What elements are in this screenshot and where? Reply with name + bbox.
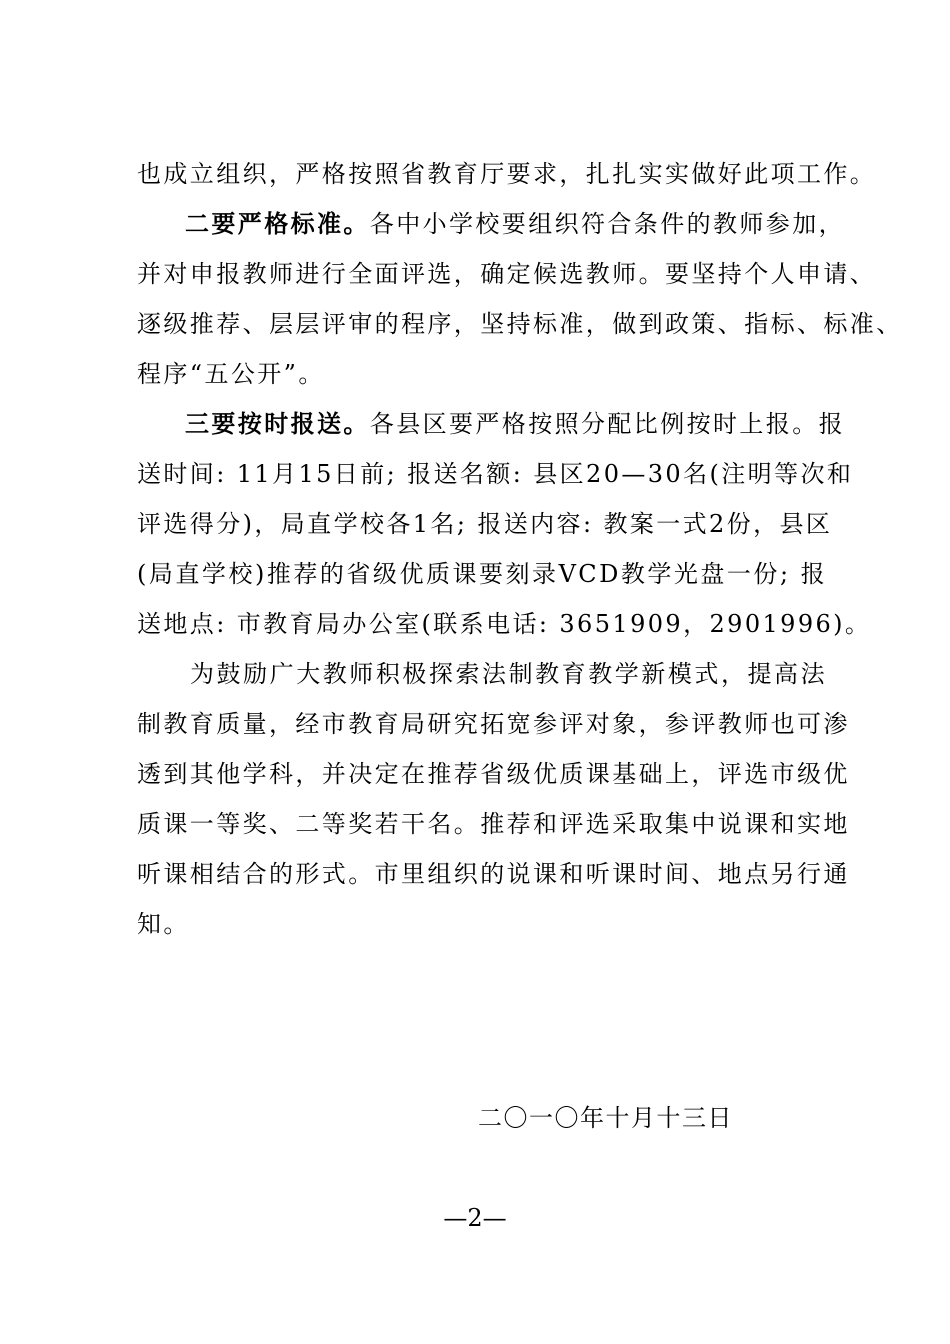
paragraph-text: 各中小学校要组织符合条件的教师参加， [369,210,846,238]
paragraph-line: 听课相结合的形式。市里组织的说课和听课时间、地点另行通 [137,860,850,888]
paragraph-line: 为鼓励广大教师积极探索法制教育教学新模式，提高法 [190,660,827,688]
paragraph-line: 评选得分)，局直学校各1名; 报送内容: 教案一式2份，县区 [137,510,833,538]
paragraph-line: 也成立组织，严格按照省教育厅要求，扎扎实实做好此项工作。 [137,160,877,188]
paragraph-line: 逐级推荐、层层评审的程序，坚持标准，做到政策、指标、标准、 [137,310,903,338]
paragraph-line: 送时间: 11月15日前; 报送名额: 县区20—30名(注明等次和 [137,460,854,488]
paragraph-line: 透到其他学科，并决定在推荐省级优质课基础上，评选市级优 [137,760,850,788]
paragraph-line: 程序“五公开”。 [137,360,325,388]
paragraph-line: 质课一等奖、二等奖若干名。推荐和评选采取集中说课和实地 [137,810,850,838]
paragraph-line: 送地点: 市教育局办公室(联系电话: 3651909，2901996)。 [137,610,872,638]
paragraph-line: 知。 [137,910,190,938]
section-heading: 三要按时报送。 [185,409,370,438]
page-number: —2— [443,1204,507,1232]
document-date: 二〇一〇年十月十三日 [478,1104,733,1132]
paragraph-line [185,208,846,240]
paragraph-line: 并对申报教师进行全面评选，确定候选教师。要坚持个人申请、 [137,260,877,288]
paragraph-line: 制教育质量，经市教育局研究拓宽参评对象，参评教师也可渗 [137,710,850,738]
paragraph-line: (局直学校)推荐的省级优质课要刻录VCD教学光盘一份; 报 [137,560,827,588]
paragraph-text: 各县区要严格按照分配比例按时上报。报 [369,410,846,438]
section-heading: 二要严格标准。 [185,209,370,238]
paragraph-line [185,408,846,440]
